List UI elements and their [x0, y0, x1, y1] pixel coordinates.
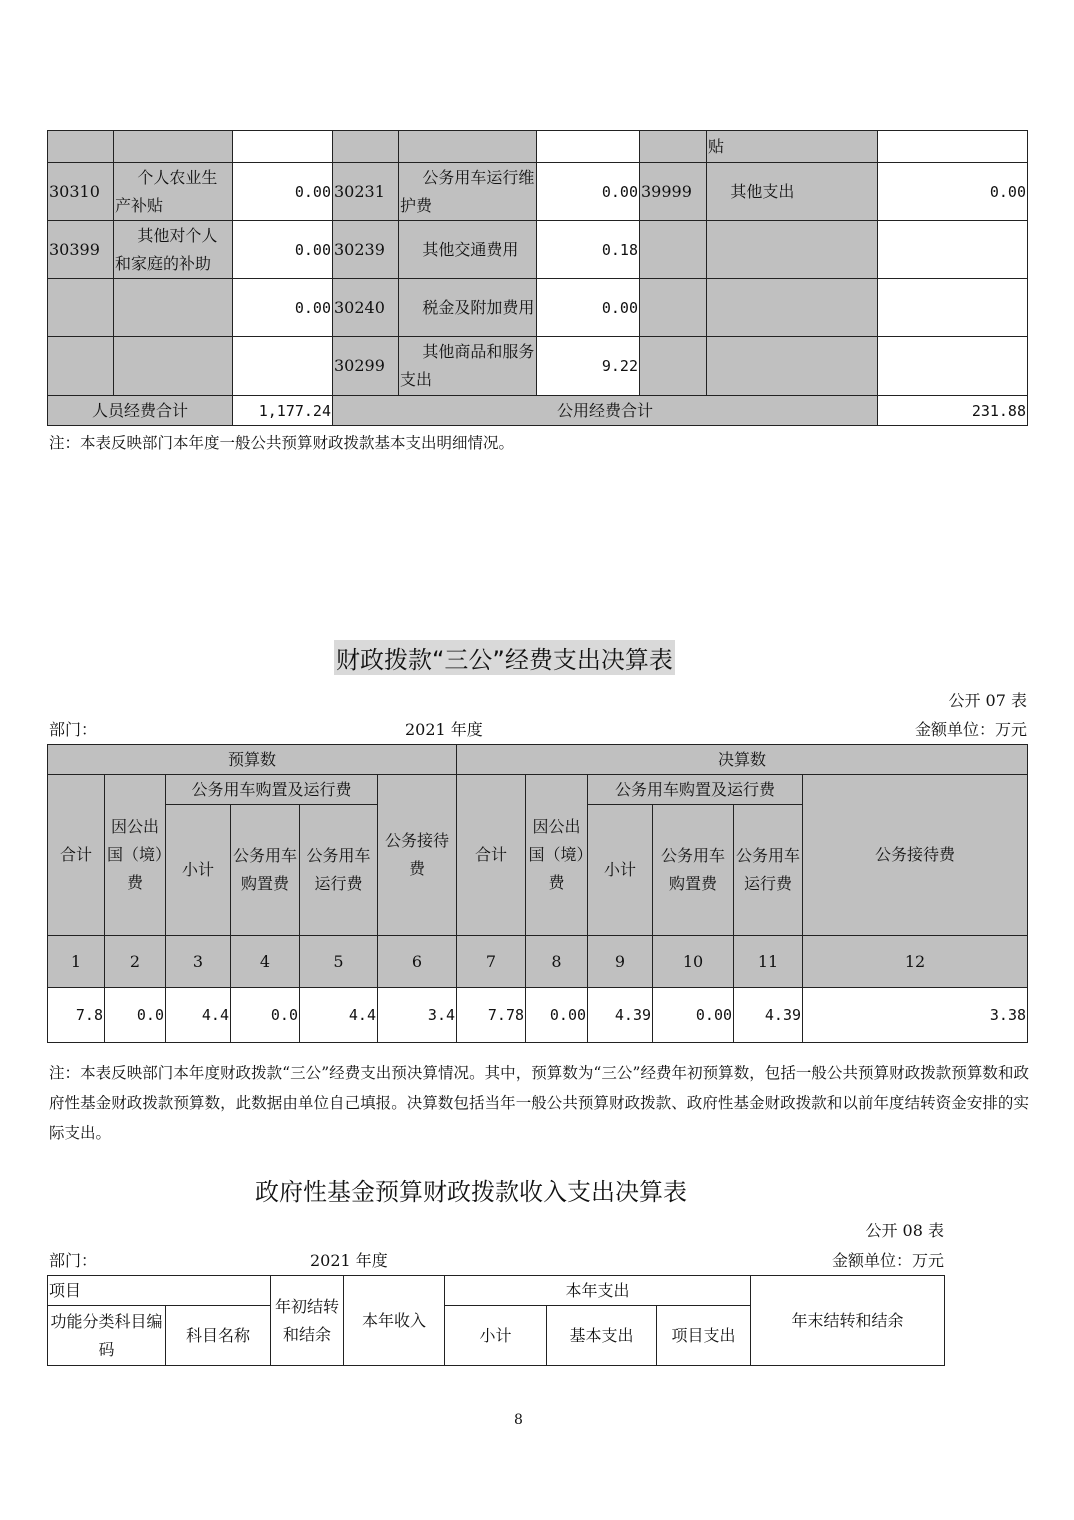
table7-year: 2021 年度: [405, 720, 483, 739]
cell-name: 其他商品和服务支出: [399, 337, 537, 396]
total-row: [48, 396, 1028, 426]
cell-value: 0.00: [233, 279, 333, 337]
value-row: [48, 988, 1028, 1043]
three-public-expense-table: [47, 744, 1028, 1043]
budget-header: 预算数: [48, 745, 457, 775]
expense-header: 本年支出: [445, 1276, 751, 1306]
cell-name: 其他交通费用: [399, 221, 537, 279]
col-header: 公务用车运行费: [300, 805, 378, 936]
cell-value: 7.8: [48, 988, 105, 1043]
col-header: 小计: [588, 805, 653, 936]
table7-dept: 部门：: [49, 720, 98, 739]
cell-value: 0.00: [233, 221, 333, 279]
cell-code: 30399: [48, 221, 114, 279]
car-group-header: 公务用车购置及运行费: [166, 775, 378, 805]
table-row: [48, 163, 1028, 221]
subtotal-header: 小计: [445, 1306, 547, 1366]
page-number: 8: [514, 1412, 523, 1428]
cell-code: 30240: [333, 279, 399, 337]
cell-code: 30231: [333, 163, 399, 221]
col-number: 11: [734, 936, 803, 988]
cell-name: 贴: [707, 131, 878, 163]
table6-note: 注：本表反映部门本年度一般公共预算财政拨款基本支出明细情况。: [49, 434, 515, 452]
cell-code: 30239: [333, 221, 399, 279]
cell-value: 0.00: [537, 279, 640, 337]
end-balance-header: 年末结转和结余: [751, 1276, 945, 1366]
table7-title: 财政拨款“三公”经费支出决算表: [334, 640, 675, 675]
cell-name: 公务用车运行维护费: [399, 163, 537, 221]
gov-fund-table: [47, 1275, 945, 1366]
col-number: 7: [457, 936, 526, 988]
cell-value: 0.00: [233, 163, 333, 221]
project-header: 项目支出: [657, 1306, 751, 1366]
cell-code: 30310: [48, 163, 114, 221]
public-total-label: 公用经费合计: [333, 396, 878, 426]
final-header: 决算数: [457, 745, 1028, 775]
cell-code: 39999: [640, 163, 707, 221]
cell-value: 3.4: [378, 988, 457, 1043]
cell-value: 0.00: [526, 988, 588, 1043]
table8-title: 政府性基金预算财政拨款收入支出决算表: [255, 1178, 687, 1206]
table-row: [48, 279, 1028, 337]
personnel-total-label: 人员经费合计: [48, 396, 233, 426]
basic-header: 基本支出: [547, 1306, 657, 1366]
col-number: 12: [803, 936, 1028, 988]
basic-expense-detail-table: [47, 130, 1028, 426]
table7-unit: 金额单位：万元: [914, 720, 1027, 739]
table-row: [48, 221, 1028, 279]
table7-note: 注：本表反映部门本年度财政拨款“三公”经费支出预决算情况。其中，预算数为“三公”经费年初预算数，包括一般公共预算财政拨款预算数和政府性基金财政拨款预算数，此数据由单位自己填报。决算数包括当年一般公共预算财政拨款、政府性基金财政拨款和以前年度结转资金安排的实际支出。: [49, 1064, 1029, 1142]
func-code-header: 功能分类科目编码: [48, 1306, 166, 1366]
cell-value: 4.4: [300, 988, 378, 1043]
cell-name: 其他对个人和家庭的补助: [114, 221, 233, 279]
income-header: 本年收入: [344, 1276, 445, 1366]
begin-balance-header: 年初结转和结余: [271, 1276, 344, 1366]
cell-value: 0.00: [653, 988, 734, 1043]
cell-value: 9.22: [537, 337, 640, 396]
col-header: 公务接待费: [803, 775, 1028, 936]
col-number: 8: [526, 936, 588, 988]
col-number: 9: [588, 936, 653, 988]
col-number: 5: [300, 936, 378, 988]
cell-code: 30299: [333, 337, 399, 396]
col-header: 因公出国（境）费: [105, 775, 166, 936]
cell-value: 7.78: [457, 988, 526, 1043]
col-header: 合计: [457, 775, 526, 936]
cell-value: 4.4: [166, 988, 231, 1043]
col-header: 公务用车购置费: [653, 805, 734, 936]
cell-value: 4.39: [588, 988, 653, 1043]
cell-value: 0.00: [878, 163, 1028, 221]
col-header: 合计: [48, 775, 105, 936]
table8-code: 公开 08 表: [865, 1221, 944, 1240]
col-number: 10: [653, 936, 734, 988]
col-number: 6: [378, 936, 457, 988]
personnel-total: 1,177.24: [233, 396, 333, 426]
item-header: 项目: [48, 1276, 271, 1306]
cell-value: 0.00: [537, 163, 640, 221]
col-header: 公务用车购置费: [231, 805, 300, 936]
col-number: 3: [166, 936, 231, 988]
table8-year: 2021 年度: [310, 1251, 388, 1270]
cell-name: 税金及附加费用: [399, 279, 537, 337]
cell-value: 0.0: [105, 988, 166, 1043]
col-header: 公务用车运行费: [734, 805, 803, 936]
col-header: 小计: [166, 805, 231, 936]
public-total: 231.88: [878, 396, 1028, 426]
cell-value: 0.18: [537, 221, 640, 279]
col-number: 1: [48, 936, 105, 988]
column-number-row: [48, 936, 1028, 988]
cell-value: 4.39: [734, 988, 803, 1043]
col-header: 因公出国（境）费: [526, 775, 588, 936]
col-number: 4: [231, 936, 300, 988]
cell-value: 0.0: [231, 988, 300, 1043]
table8-unit: 金额单位：万元: [831, 1251, 944, 1270]
cell-name: 其他支出: [707, 163, 878, 221]
table7-code: 公开 07 表: [948, 691, 1027, 710]
subject-header: 科目名称: [166, 1306, 271, 1366]
table8-dept: 部门：: [49, 1251, 98, 1270]
table-row: [48, 337, 1028, 396]
col-header: 公务接待费: [378, 775, 457, 936]
col-number: 2: [105, 936, 166, 988]
cell-value: 3.38: [803, 988, 1028, 1043]
cell-name: 个人农业生产补贴: [114, 163, 233, 221]
car-group-header: 公务用车购置及运行费: [588, 775, 803, 805]
